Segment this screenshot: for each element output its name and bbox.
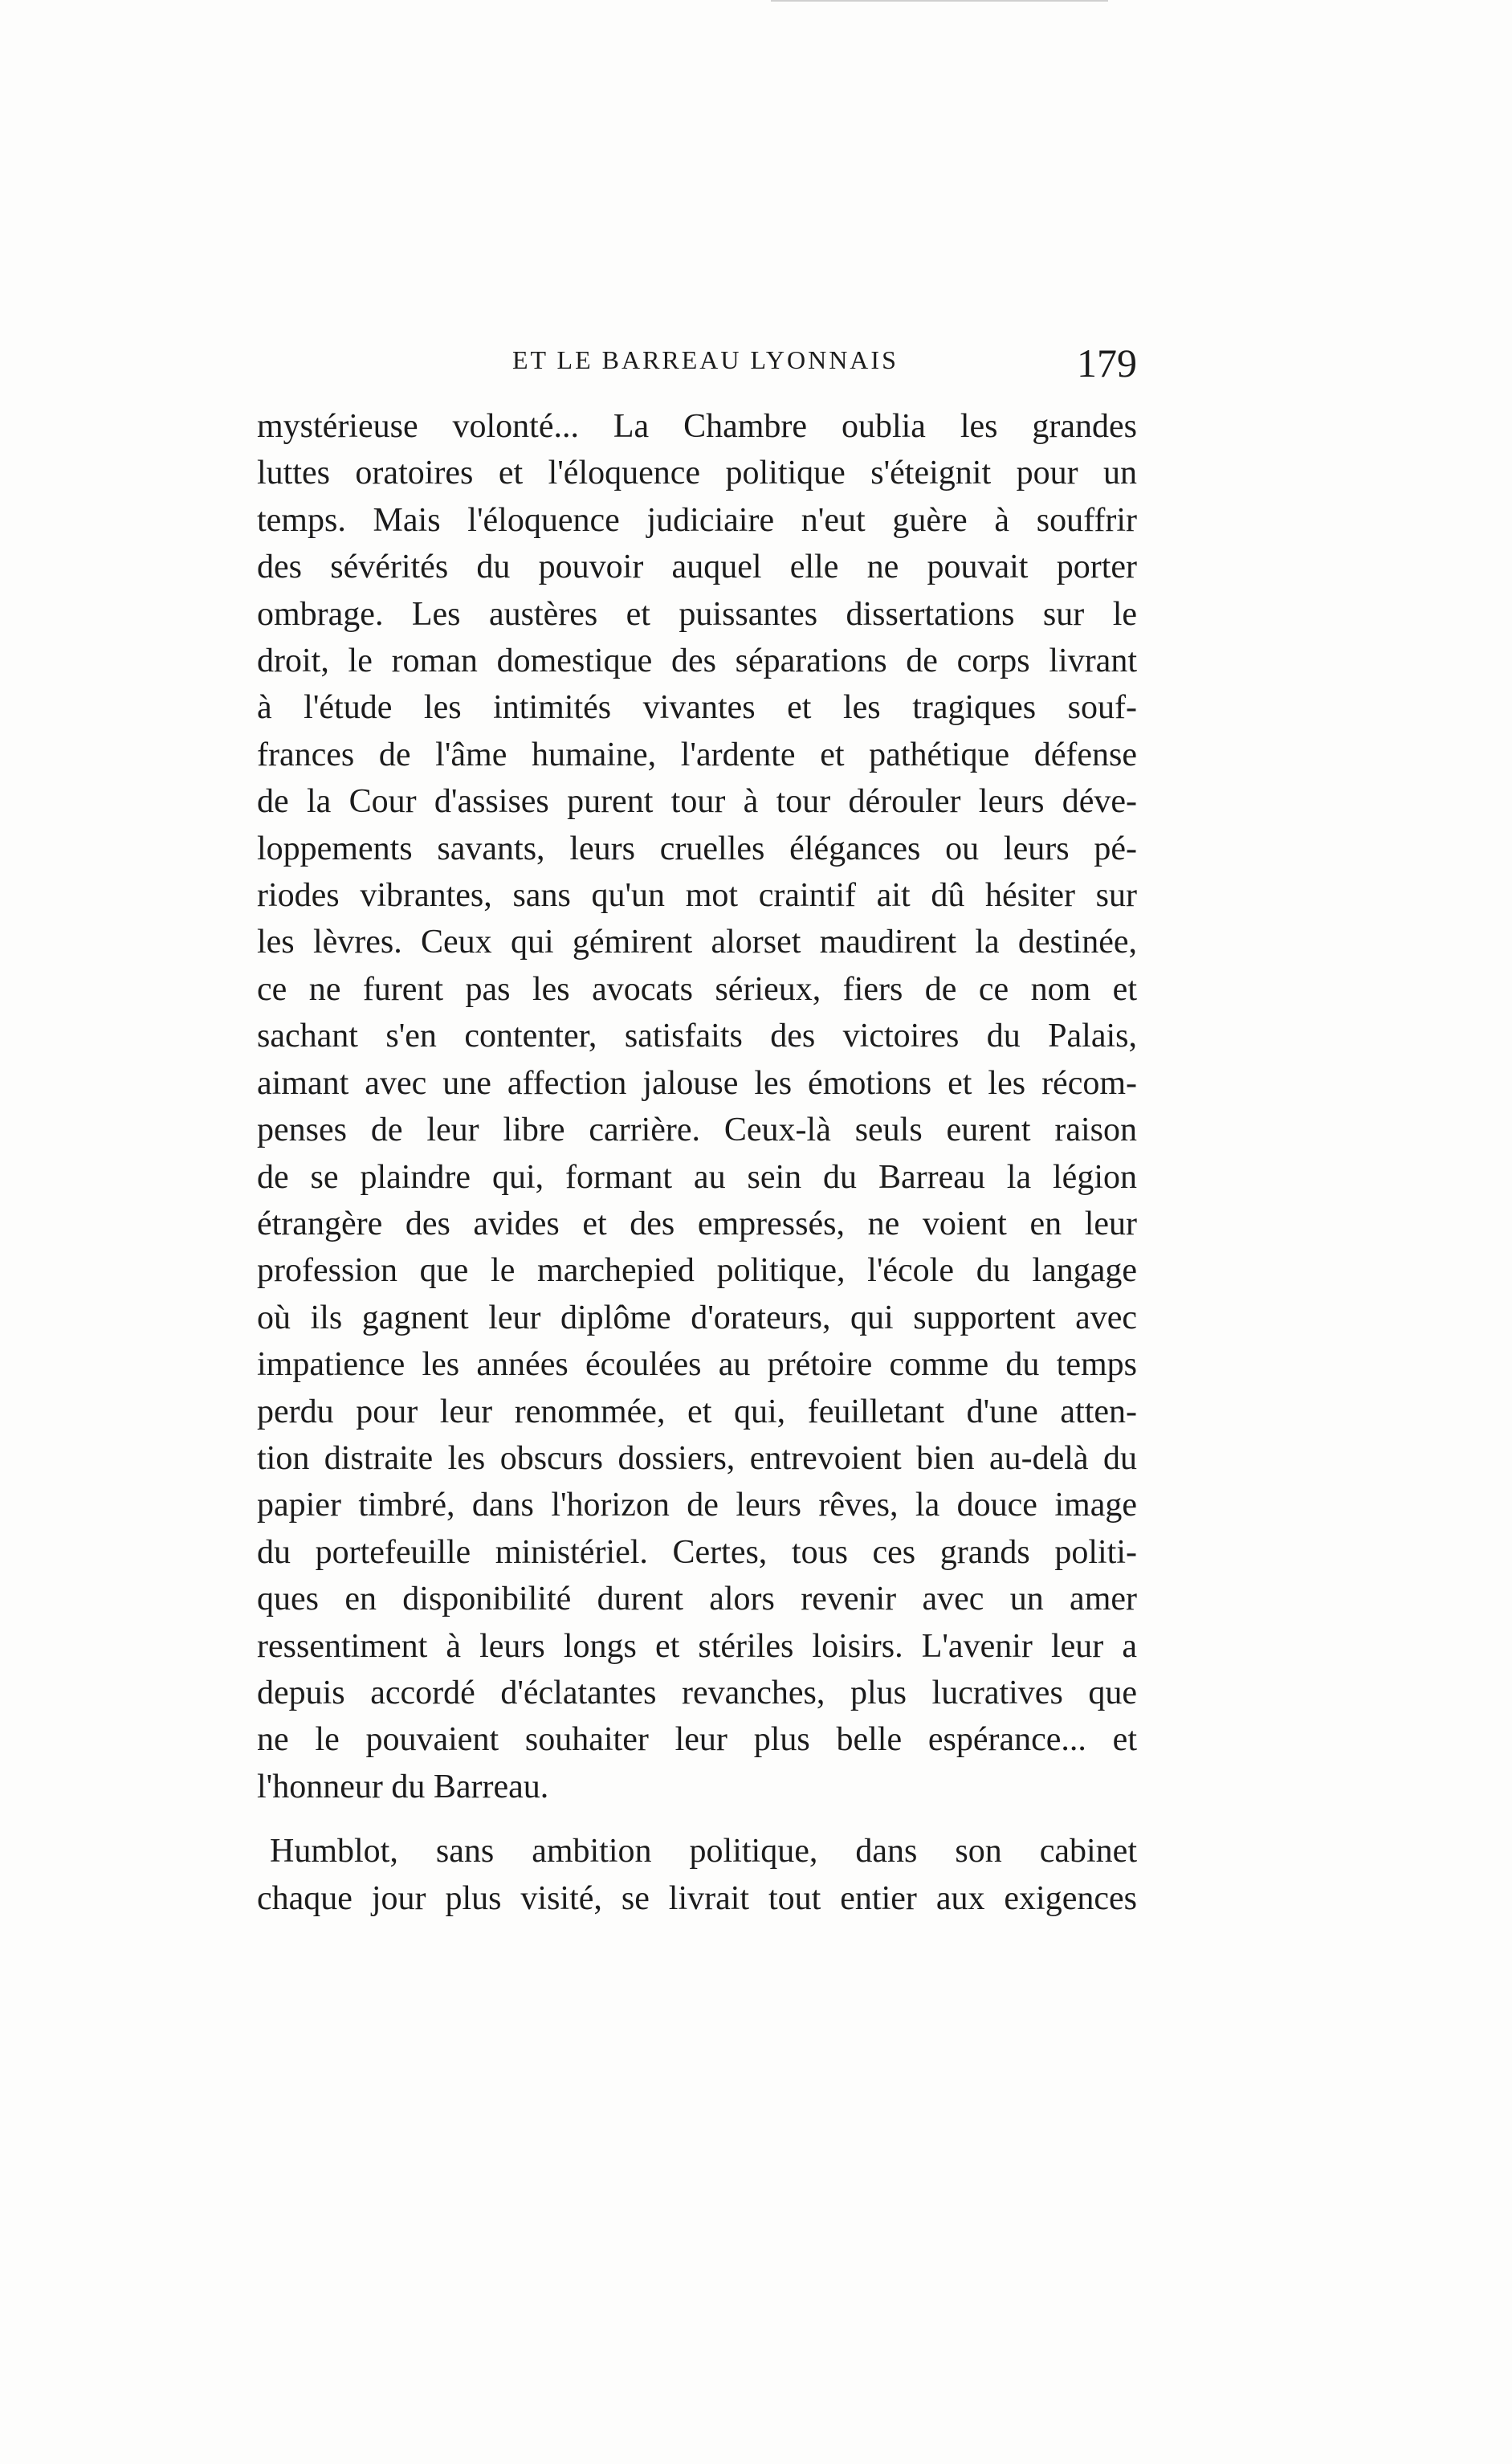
text-line: mystérieuse volonté... La Chambre oublia les grandes: [257, 408, 1137, 445]
text-line: ressentiment à leurs longs et stériles loisirs. L'avenir leur a: [257, 1627, 1137, 1665]
text-line: penses de leur libre carrière. Ceux-là seuls eurent raison: [257, 1112, 1137, 1149]
running-head: ET LE BARREAU LYONNAIS: [512, 345, 899, 374]
text-line: papier timbré, dans l'horizon de leurs rêves, la douce image: [257, 1487, 1137, 1524]
text-line: de la Cour d'assises purent tour à tour dérouler leurs déve-: [257, 783, 1137, 821]
page-number: 179: [1077, 341, 1137, 386]
text-line: ne le pouvaient souhaiter leur plus belle espérance... et: [257, 1721, 1137, 1759]
paragraph-2: [257, 1828, 1137, 1922]
text-line: temps. Mais l'éloquence judiciaire n'eut guère à souffrir: [257, 501, 1137, 539]
text-line: perdu pour leur renommée, et qui, feuilletant d'une atten-: [257, 1393, 1137, 1430]
text-line: riodes vibrantes, sans qu'un mot craintif ait dû hésiter sur: [257, 877, 1137, 915]
text-line: ce ne furent pas les avocats sérieux, fiers de ce nom et: [257, 970, 1137, 1008]
text-line: aimant avec une affection jalouse les émotions et les récom-: [257, 1064, 1137, 1102]
body-text: [257, 403, 1137, 1922]
text-line: des sévérités du pouvoir auquel elle ne pouvait porter: [257, 549, 1137, 586]
text-line: étrangère des avides et des empressés, ne voient en leur: [257, 1205, 1137, 1242]
text-line: sachant s'en contenter, satisfaits des victoires du Palais,: [257, 1018, 1137, 1055]
text-line: profession que le marchepied politique, l'école du langage: [257, 1252, 1137, 1290]
text-line: frances de l'âme humaine, l'ardente et pathétique défense: [257, 736, 1137, 773]
text-line: tion distraite les obscurs dossiers, entrevoient bien au-delà du: [257, 1439, 1137, 1477]
text-line: du portefeuille ministériel. Certes, tous ces grands politi-: [257, 1533, 1137, 1571]
top-edge-rule: [771, 0, 1108, 2]
text-line: à l'étude les intimités vivantes et les tragiques souf-: [257, 689, 1137, 727]
text-line: ques en disponibilité durent alors revenir avec un amer: [257, 1581, 1137, 1618]
text-line: droit, le roman domestique des séparations de corps livrant: [257, 643, 1137, 680]
text-line: depuis accordé d'éclatantes revanches, plus lucratives que: [257, 1674, 1137, 1711]
paragraph-1: [257, 403, 1137, 1810]
text-line: Humblot, sans ambition politique, dans son cabinet: [270, 1833, 1137, 1870]
text-line: l'honneur du Barreau.: [257, 1768, 549, 1805]
text-line: de se plaindre qui, formant au sein du Barreau la légion: [257, 1158, 1137, 1196]
text-line: où ils gagnent leur diplôme d'orateurs, qui supportent avec: [257, 1299, 1137, 1336]
page-header: [257, 341, 1137, 392]
text-line: loppements savants, leurs cruelles élégances ou leurs pé-: [257, 830, 1137, 867]
text-line: les lèvres. Ceux qui gémirent alorset maudirent la destinée,: [257, 924, 1137, 961]
text-line: impatience les années écoulées au prétoire comme du temps: [257, 1346, 1137, 1384]
text-line: ombrage. Les austères et puissantes dissertations sur le: [257, 595, 1137, 633]
text-line: chaque jour plus visité, se livrait tout entier aux exigences: [257, 1879, 1137, 1917]
text-line: luttes oratoires et l'éloquence politique s'éteignit pour un: [257, 455, 1137, 492]
